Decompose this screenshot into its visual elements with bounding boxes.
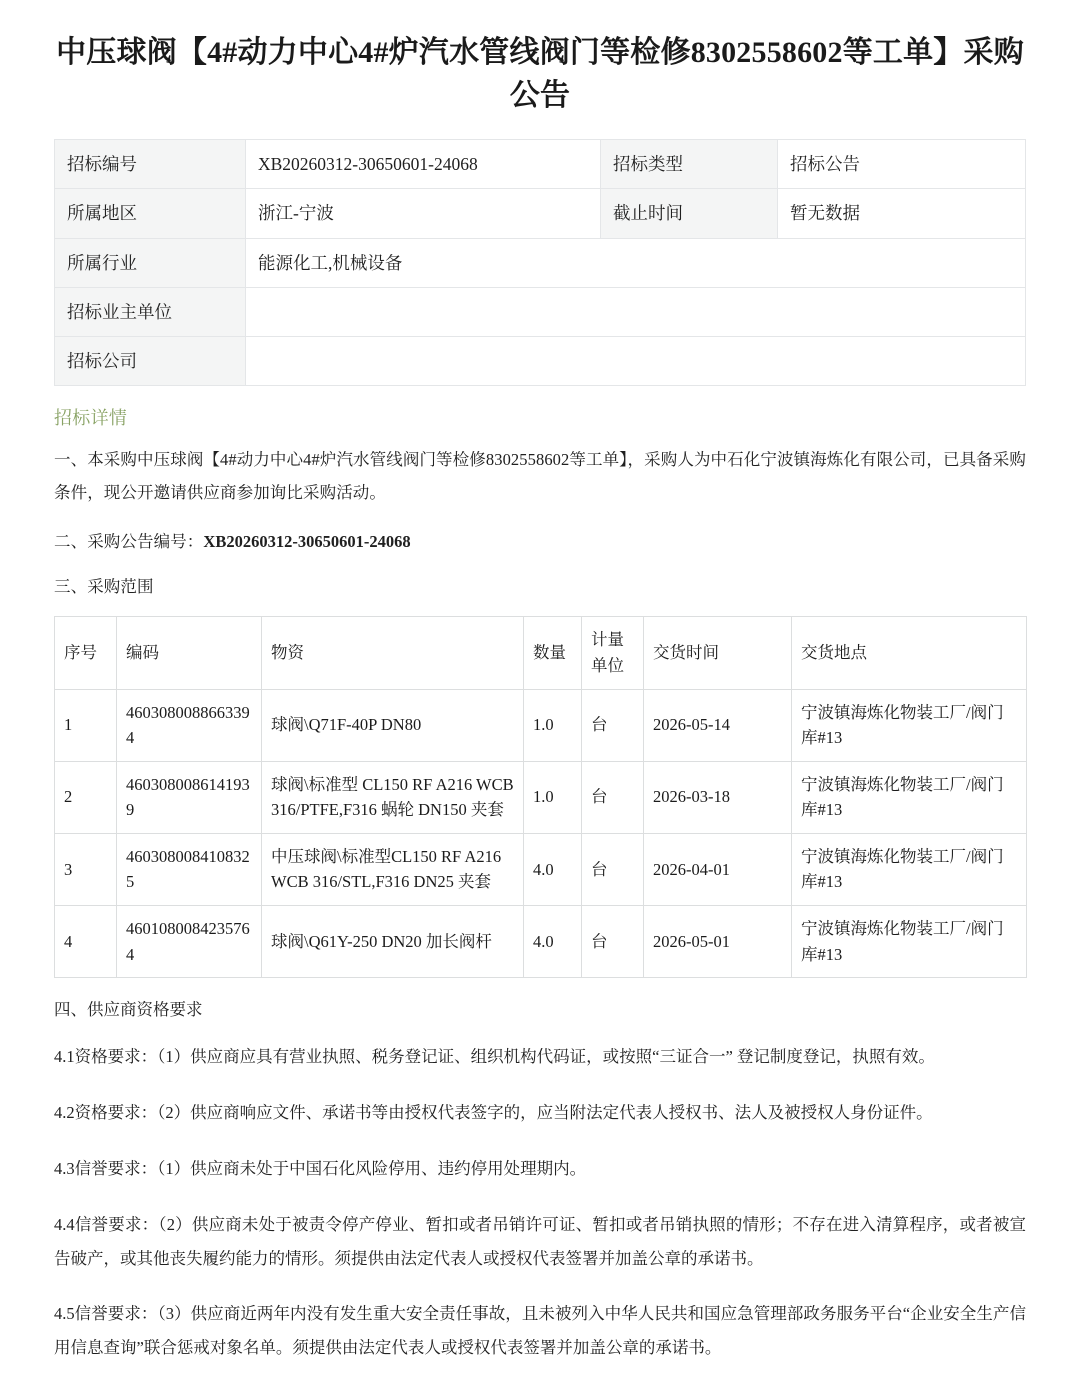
cell-material: 中压球阀\标准型CL150 RF A216 WCB 316/STL,F316 DN25 夹套 (262, 833, 524, 905)
section-heading-tender-details: 招标详情 (54, 408, 128, 429)
table-row (55, 238, 1026, 287)
requirement-item-4-2: 4.2资格要求：（2）供应商响应文件、承诺书等由授权代表签字的，应当附法定代表人授权书、法人及被授权人身份证件。 (54, 1103, 933, 1123)
column-header-code: 编码 (117, 617, 262, 689)
column-header-unit: 计量单位 (582, 617, 644, 689)
cell-code: 4601080084235764 (117, 905, 262, 977)
info-label-owner-unit: 招标业主单位 (55, 287, 246, 336)
info-value-tender-company (246, 337, 1026, 386)
cell-material: 球阀\Q61Y-250 DN20 加长阀杆 (262, 905, 524, 977)
cell-code: 4603080086141939 (117, 761, 262, 833)
cell-material: 球阀\标准型 CL150 RF A216 WCB 316/PTFE,F316 蜗轮 DN150 夹套 (262, 761, 524, 833)
cell-delivery-place: 宁波镇海炼化物装工厂/阀门库#13 (792, 905, 1027, 977)
table-row (55, 689, 1027, 761)
cell-unit: 台 (582, 761, 644, 833)
info-label-deadline: 截止时间 (601, 189, 778, 238)
info-label-industry: 所属行业 (55, 238, 246, 287)
table-row (55, 337, 1026, 386)
page-title: 中压球阀【4#动力中心4#炉汽水管线阀门等检修8302558602等工单】采购公告 (56, 36, 1024, 112)
paragraph-scope-heading: 三、采购范围 (54, 577, 154, 597)
column-header-material: 物资 (262, 617, 524, 689)
cell-index: 3 (55, 833, 117, 905)
cell-quantity: 4.0 (524, 905, 582, 977)
info-label-region: 所属地区 (55, 189, 246, 238)
info-label-tender-no: 招标编号 (55, 140, 246, 189)
table-row (55, 140, 1026, 189)
paragraph-announcement-number (54, 518, 1026, 563)
announcement-number-label: 二、采购公告编号： (54, 532, 204, 552)
cell-index: 2 (55, 761, 117, 833)
info-table-container (0, 127, 1080, 386)
info-value-tender-no: XB20260312-30650601-24068 (246, 140, 601, 189)
info-value-owner-unit (246, 287, 1026, 336)
cell-delivery-date: 2026-05-01 (644, 905, 792, 977)
requirement-item-4-1: 4.1资格要求：（1）供应商应具有营业执照、税务登记证、组织机构代码证，或按照“三证合一” 登记制度登记，执照有效。 (54, 1047, 935, 1067)
info-value-tender-type: 招标公告 (778, 140, 1026, 189)
cell-code: 4603080088663394 (117, 689, 262, 761)
requirement-item-4-5: 4.5信誉要求：（3）供应商近两年内没有发生重大安全责任事故，且未被列入中华人民共和国应急管理部政务服务平台“企业安全生产信用信息查询”联合惩戒对象名单。须提供由法定代表人或授权代表签署并加盖公章的承诺书。 (54, 1304, 1026, 1358)
cell-code: 4603080084108325 (117, 833, 262, 905)
cell-delivery-date: 2026-03-18 (644, 761, 792, 833)
cell-unit: 台 (582, 833, 644, 905)
cell-unit: 台 (582, 905, 644, 977)
requirement-item-4-3: 4.3信誉要求：（1）供应商未处于中国石化风险停用、违约停用处理期内。 (54, 1159, 587, 1179)
info-label-tender-company: 招标公司 (55, 337, 246, 386)
table-row (55, 905, 1027, 977)
info-value-deadline: 暂无数据 (778, 189, 1026, 238)
cell-delivery-date: 2026-04-01 (644, 833, 792, 905)
cell-delivery-place: 宁波镇海炼化物装工厂/阀门库#13 (792, 761, 1027, 833)
details-body (0, 434, 1080, 608)
column-header-index: 序号 (55, 617, 117, 689)
goods-table-container (0, 608, 1080, 978)
info-value-region: 浙江-宁波 (246, 189, 601, 238)
cell-delivery-date: 2026-05-14 (644, 689, 792, 761)
requirements-heading: 四、供应商资格要求 (54, 1000, 203, 1020)
cell-quantity: 4.0 (524, 833, 582, 905)
requirement-item-4-4: 4.4信誉要求：（2）供应商未处于被责令停产停业、暂扣或者吊销许可证、暂扣或者吊销执照的情形；不存在进入清算程序，或者被宣告破产，或其他丧失履约能力的情形。须提供由法定代表人或授权代表签署并加盖公章的承诺书。 (54, 1214, 1026, 1268)
column-header-delivery-place: 交货地点 (792, 617, 1027, 689)
purchase-scope-table (54, 616, 1027, 978)
table-row (55, 189, 1026, 238)
cell-material: 球阀\Q71F-40P DN80 (262, 689, 524, 761)
table-row (55, 833, 1027, 905)
supplier-requirements-section (0, 978, 1080, 1400)
cell-quantity: 1.0 (524, 689, 582, 761)
cell-quantity: 1.0 (524, 761, 582, 833)
tender-info-table (54, 139, 1026, 386)
cell-delivery-place: 宁波镇海炼化物装工厂/阀门库#13 (792, 689, 1027, 761)
table-row (55, 761, 1027, 833)
cell-delivery-place: 宁波镇海炼化物装工厂/阀门库#13 (792, 833, 1027, 905)
info-value-industry: 能源化工,机械设备 (246, 238, 1026, 287)
paragraph-purchase-intro: 一、本采购中压球阀【4#动力中心4#炉汽水管线阀门等检修8302558602等工单】，采购人为中石化宁波镇海炼化有限公司，已具备采购条件，现公开邀请供应商参加询比采购活动。 (54, 450, 1026, 503)
column-header-quantity: 数量 (524, 617, 582, 689)
table-row (55, 287, 1026, 336)
info-label-tender-type: 招标类型 (601, 140, 778, 189)
cell-index: 1 (55, 689, 117, 761)
cell-index: 4 (55, 905, 117, 977)
column-header-delivery-date: 交货时间 (644, 617, 792, 689)
cell-unit: 台 (582, 689, 644, 761)
announcement-number-value: XB20260312-30650601-24068 (203, 532, 411, 552)
table-header-row (55, 617, 1027, 689)
